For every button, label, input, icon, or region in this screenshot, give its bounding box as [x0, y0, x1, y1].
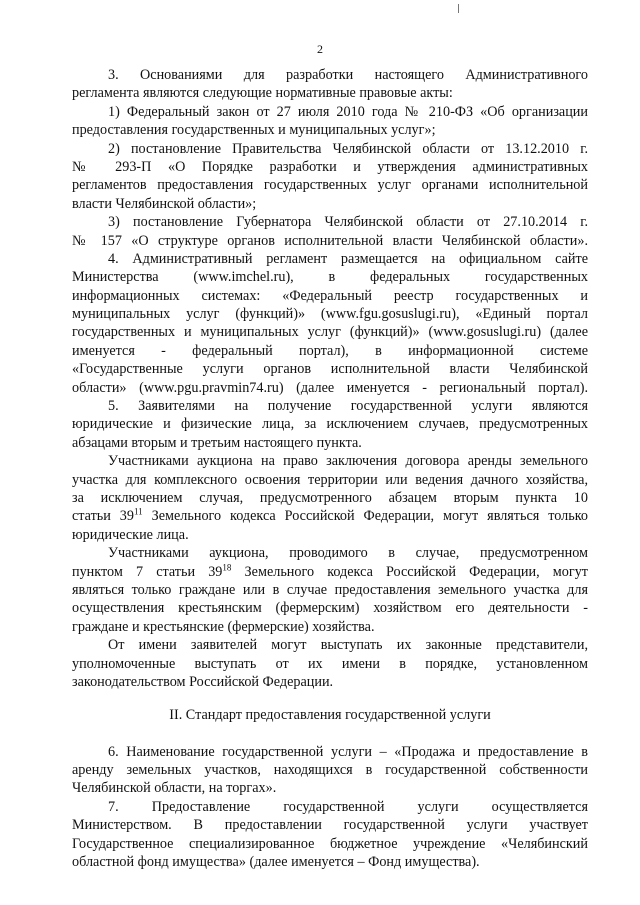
text-fragment: Земельного кодекса Российской Федерации, могут являться только [142, 508, 588, 525]
text-line: Министерства (www.imchel.ru), в федеральных государственных [72, 269, 588, 286]
text-line: Государственное специализированное бюджетное учреждение «Челябинский [72, 835, 588, 852]
text-line: юридические и физические лица, за исключением случаев, предусмотренных [72, 416, 588, 433]
text-line: области» (www.pgu.pravmin74.ru) (далее именуется - региональный портал). [72, 379, 588, 396]
text-line: Участниками аукциона на право заключения договора аренды земельного [108, 453, 588, 470]
text-line: Участниками аукциона, проводимого в случае, предусмотренном [108, 545, 588, 562]
text-line: 2) постановление Правительства Челябинской области от 13.12.2010 г. [108, 140, 588, 157]
text-fragment: пунктом 7 статьи 39 [72, 563, 223, 580]
text-line: за исключением случая, предусмотренного абзацем вторым пункта 10 [72, 489, 588, 506]
text-line [72, 563, 588, 581]
text-line: государственных и муниципальных услуг (функций)» (www.gosuslugi.ru) (далее [72, 324, 588, 341]
text-line: 3. Основаниями для разработки настоящего Административного [108, 67, 588, 83]
text-line [72, 507, 588, 525]
text-line: власти Челябинской области»; [72, 195, 257, 212]
text-line: регламента являются следующие нормативные правовые акты: [72, 85, 453, 102]
superscript: 11 [134, 506, 143, 517]
text-line: участка для комплексного освоения территории или ведения дачного хозяйства, [72, 471, 588, 488]
text-line: информационных системах: «Федеральный реестр государственных и [72, 287, 588, 304]
document-body [72, 66, 588, 871]
text-line: 1) Федеральный закон от 27 июля 2010 года № 210-ФЗ «Об организации [108, 103, 588, 120]
text-line: регламентов предоставления государственных услуг органами исполнительной [72, 177, 588, 194]
text-fragment: Земельного кодекса Российской Федерации, могут [231, 563, 588, 580]
text-line: юридические лица. [72, 526, 189, 543]
section-heading: II. Стандарт предоставления государственной услуги [169, 707, 491, 724]
text-line: № 293-П «О Порядке разработки и утверждения административных [72, 158, 588, 175]
superscript: 18 [222, 561, 232, 572]
text-line: предоставления государственных и муниципальных услуг»; [72, 122, 436, 139]
text-line: законодательством Российской Федерации. [72, 673, 334, 690]
text-line: 6. Наименование государственной услуги – «Продажа и предоставление в [108, 743, 588, 760]
text-line: аренду земельных участков, находящихся в государственной собственности [72, 762, 588, 779]
text-line: граждане и крестьянские (фермерские) хозяйства. [72, 618, 375, 635]
text-line: именуется - федеральный портал), в информационной системе [72, 342, 588, 359]
text-line: абзацами вторым и третьим настоящего пункта. [72, 434, 362, 451]
text-line: муниципальных услуг (функций)» (www.fgu.gosuslugi.ru), «Единый портал [72, 306, 588, 323]
scan-artifact-mark [458, 4, 459, 13]
text-line: 4. Административный регламент размещается на официальном сайте [108, 250, 588, 267]
text-line: уполномоченные выступать от их имени в порядке, установленном [72, 655, 588, 672]
text-line: № 157 «О структуре органов исполнительной власти Челябинской области». [72, 232, 588, 249]
text-fragment: статьи 39 [72, 508, 134, 525]
page-number: 2 [317, 42, 323, 56]
text-line: 5. Заявителями на получение государственной услуги являются [108, 398, 588, 415]
text-line: «Государственные услуги органов исполнительной власти Челябинской [72, 361, 588, 378]
text-line: осуществления крестьянским (фермерским) хозяйством его деятельности - [72, 600, 588, 617]
text-line: являться только граждане или в случае предоставления земельного участка для [72, 581, 588, 598]
text-line: 7. Предоставление государственной услуги осуществляется [108, 798, 588, 815]
text-line: Министерством. В предоставлении государственной услуги участвует [72, 817, 588, 834]
text-line: От имени заявителей могут выступать их законные представители, [108, 637, 588, 654]
text-line: Челябинской области, на торгах». [72, 780, 277, 797]
text-line: 3) постановление Губернатора Челябинской области от 27.10.2014 г. [108, 214, 588, 231]
text-line: областной фонд имущества» (далее именуется – Фонд имущества). [72, 854, 480, 871]
